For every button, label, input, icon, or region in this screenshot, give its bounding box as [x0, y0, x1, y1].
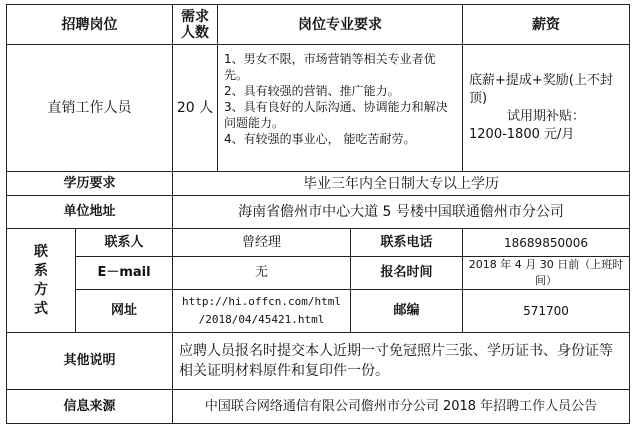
recruitment-table: [6, 4, 630, 424]
other-row: [7, 333, 630, 390]
job-title: 直销工作人员: [7, 45, 173, 172]
address-label: 单位地址: [7, 196, 173, 229]
header-requirements: 岗位专业要求: [218, 5, 463, 45]
requirement-item: 3、具有良好的人际沟通、协调能力和解决问题能力。: [224, 100, 448, 130]
source-value: 中国联合网络通信有限公司儋州市分公司 2018 年招聘工作人员公告: [173, 390, 630, 424]
address-row: [7, 196, 630, 229]
contact-group-char: 方: [34, 281, 48, 298]
contact-group-char: 系: [34, 262, 48, 279]
header-position: 招聘岗位: [7, 5, 173, 45]
contact-url-label: 网址: [76, 290, 173, 333]
salary-trial-label: 试用期补贴：: [507, 109, 586, 124]
source-label: 信息来源: [7, 390, 173, 424]
contact-row-email: [7, 257, 630, 290]
other-value: 应聘人员报名时提交本人近期一寸免冠照片三张、学历证书、身份证等相关证明材料原件和复印件一份。: [173, 333, 630, 390]
contact-postcode-label: 邮编: [351, 290, 463, 333]
contact-group-char: 式: [34, 300, 48, 317]
contact-group-label: [7, 229, 76, 333]
contact-deadline-label: 报名时间: [351, 257, 463, 290]
header-headcount-line2: 人数: [181, 24, 209, 41]
job-salary: [463, 45, 630, 172]
contact-phone-value: 18689850006: [463, 229, 630, 257]
header-row: [7, 5, 630, 45]
requirement-item: 1、男女不限，市场营销等相关专业者优先。: [224, 52, 436, 82]
contact-group-char: 联: [34, 243, 48, 260]
job-headcount: 20 人: [173, 45, 218, 172]
job-row: [7, 45, 630, 172]
job-requirements: [218, 45, 463, 172]
contact-email-label: E－mail: [76, 257, 173, 290]
other-label: 其他说明: [7, 333, 173, 390]
url-line[interactable]: /2018/04/45421.html: [198, 313, 325, 326]
source-row: [7, 390, 630, 424]
education-value: 毕业三年内全日制大专以上学历: [173, 172, 630, 196]
contact-person-value: 曾经理: [173, 229, 351, 257]
url-line[interactable]: http://hi.offcn.com/html: [182, 295, 341, 308]
header-headcount: [173, 5, 218, 45]
education-label: 学历要求: [7, 172, 173, 196]
header-salary: 薪资: [463, 5, 630, 45]
requirement-item: 4、有较强的事业心， 能吃苦耐劳。: [224, 132, 416, 146]
contact-row-person: [7, 229, 630, 257]
contact-row-url: [7, 290, 630, 333]
education-row: [7, 172, 630, 196]
address-value: 海南省儋州市中心大道 5 号楼中国联通儋州市分公司: [173, 196, 630, 229]
header-headcount-line1: 需求: [181, 8, 209, 25]
contact-person-label: 联系人: [76, 229, 173, 257]
requirement-item: 2、具有较强的营销、推广能力。: [224, 84, 400, 98]
contact-deadline-value: 2018 年 4 月 30 日前（上班时间）: [463, 257, 630, 290]
contact-phone-label: 联系电话: [351, 229, 463, 257]
salary-structure: 底薪+提成+奖励(上不封顶): [469, 73, 613, 106]
contact-url-value[interactable]: [173, 290, 351, 333]
contact-postcode-value: 571700: [463, 290, 630, 333]
contact-email-value: 无: [173, 257, 351, 290]
salary-trial-amount: 1200-1800 元/月: [469, 127, 575, 142]
